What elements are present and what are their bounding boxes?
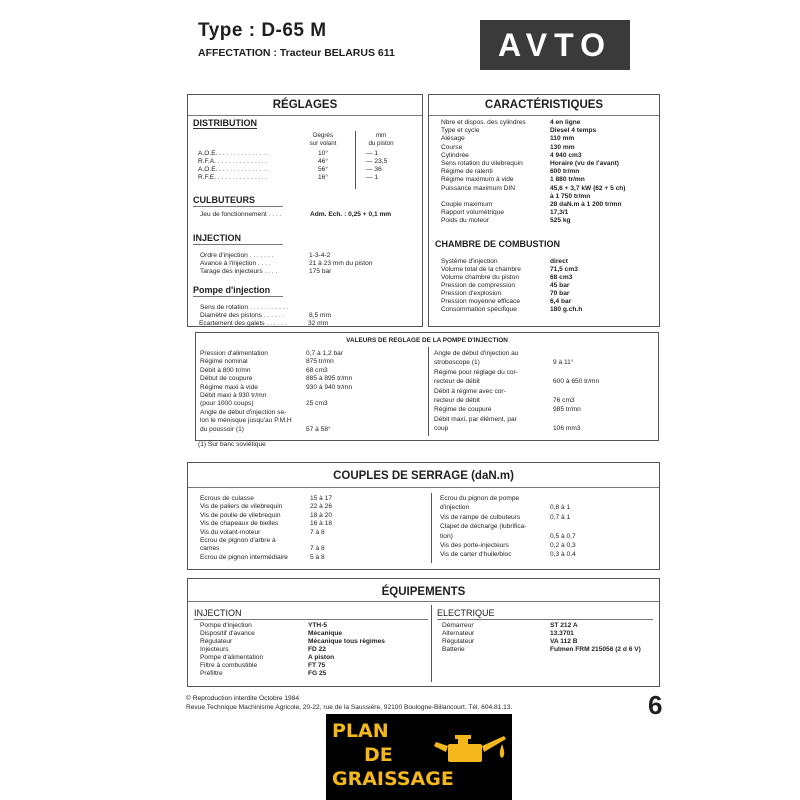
injection-row: Avance à l'injection . . . . [200,260,271,267]
chambre-row: Volume chambre du piston [441,274,520,281]
couple-value: 7 à 8 [310,545,325,553]
injection-value: 1-3-4-2 [309,252,331,259]
pompe-valeur-row: Débit maxi, par élément, par [434,415,517,423]
equip-injection-value: Mécanique [308,630,343,637]
pompe-valeur-row: recteur de débit [434,378,480,386]
distribution-mm: — 36 [366,166,382,173]
couple-row: d'injection [440,504,470,512]
affectation-line: AFFECTATION : Tracteur BELARUS 611 [198,47,395,59]
pompe-title: Pompe d'injection [193,285,271,295]
banner-line2: DE [364,744,393,766]
chambre-value: 180 g.ch.h [550,306,583,313]
couple-value: 22 à 26 [310,503,332,511]
equip-injection-value: A piston [308,654,335,661]
chambre-row: Système d'injection [441,258,498,265]
chambre-row: Consommation spécifique [441,306,517,313]
pompe-valeur-row: Angle de début d'injection au [434,350,519,357]
pompe-valeur-row: (pour 1000 coups) [200,400,254,408]
distribution-title: DISTRIBUTION [193,118,257,128]
couple-value: 16 à 18 [310,520,332,528]
pompe-valeurs-box [195,332,659,441]
equip-injection-row: Préfiltre [200,670,223,677]
equip-injection-value: YTH-5 [308,622,328,629]
distribution-mm: — 1 [366,150,379,157]
couple-value: 5 à 8 [310,553,325,561]
caracteristique-value: Diesel 4 temps [550,127,597,135]
caracteristique-value: 4 en ligne [550,119,581,126]
couple-row: Vis de paliers de vilebrequin [200,503,283,511]
caracteristique-value: Horaire (vu de l'avant) [550,160,619,167]
couple-row: Ecrou de pignon d'arbre à [200,537,276,544]
pompe-valeur-value: 885 à 895 tr/mn [306,375,353,383]
pompe-row: Diamètre des pistons . . . . . . [200,312,284,319]
pompe-valeur-value: 600 à 650 tr/mn [553,378,600,386]
pompe-valeur-value: 106 mm3 [553,425,581,433]
caracteristique-row: Cylindrée [441,151,469,159]
plan-de-graissage-banner[interactable] [326,714,512,800]
equip-injection-row: Dispositif d'avance [200,630,255,637]
chambre-row: Pression de compression [441,282,516,289]
pompe-value: 32 mm [308,320,329,327]
caracteristique-row: Couple maximum [441,201,493,208]
equipements-title: ÉQUIPEMENTS [381,586,466,598]
equip-injection-value: Mécanique tous régimes [308,638,385,645]
equip-electrique-value: 13.3701 [550,630,574,637]
equip-electrique-value: Fulmen FRM 215056 (2 d 6 V) [550,646,641,653]
equip-injection-row: Régulateur [200,638,233,645]
couple-row: Vis du volant-moteur [200,528,261,536]
chambre-value: 70 bar [550,290,570,297]
pompe-valeur-value: 57 à 58° [306,425,331,433]
distribution-row: R.F.E. . . . . . . . . . . . . . . [198,174,268,181]
couple-value: 0,5 à 0,7 [550,532,576,540]
couple-row: Vis de rampe de culbuteurs [440,513,521,521]
distribution-deg: 10° [318,150,328,157]
caracteristique-row: Rapport volumétrique [441,209,505,217]
pompe-valeur-value: 76 cm3 [553,397,575,404]
couple-value: 7 à 8 [310,528,325,536]
couple-value: 0,2 à 0,3 [550,542,576,549]
caracteristique-row: Sens rotation du vilebrequin [441,160,523,167]
caracteristique-row: Course [441,143,463,151]
chambre-value: 45 bar [550,282,570,289]
pompe-valeur-row: stroboscope (1) [434,359,480,367]
caracteristique-value: 4 940 cm3 [550,151,582,159]
reglages-box [187,94,423,327]
chambre-value: 6,4 bar [550,298,572,305]
pompe-valeur-row: Régime pour réglage du cor- [434,368,518,376]
equip-injection-value: FT 75 [308,662,326,669]
pompe-valeur-row: du poussoir (1) [200,425,244,433]
distribution-mm: — 1 [366,174,379,181]
equip-injection-row: Filtre à combustible [200,662,258,669]
equip-injection-value: FD 22 [308,646,326,653]
oil-can-icon [428,722,508,782]
caracteristique-row: Puissance maximum DIN [441,184,516,192]
distribution-col-mm: mm du piston [368,132,394,147]
distribution-mm: — 23,5 [366,158,388,165]
equip-injection-row: Pompe d'alimentation [200,654,264,661]
injection-row: Tarage des injecteurs . . . . [200,268,278,275]
pompe-valeur-row: lon le ménisque jusqu'au P.M.H [200,417,292,425]
distribution-deg: 16° [318,174,328,181]
chambre-value: 71,5 cm3 [550,266,578,273]
caracteristique-value: 525 kg [550,217,571,225]
pompe-valeur-row: Angle de début d'injection se- [200,408,287,416]
pompe-valeur-row: Débit à régime avec cor- [434,387,506,395]
caracteristique-value: 110 mm [550,135,575,143]
pompe-valeur-row: Débit à 800 tr/mn [200,366,251,374]
pompe-note: (1) Sur banc soviétique [198,441,266,448]
couple-row: cames [200,545,220,553]
distribution-row: R.F.A. . . . . . . . . . . . . . . [198,158,268,165]
pompe-valeur-value: 9 à 11° [553,359,574,367]
equip-electrique-row: Alternateur [442,630,475,637]
footer-copyright: © Reproduction interdite Octobre 1984 [186,695,299,702]
reglages-title: RÉGLAGES [272,99,338,111]
injection-value: 21 à 23 mm du piston [309,260,373,267]
pompe-valeur-row: Débit maxi à 930 tr/mn [200,392,267,399]
couples-box [187,462,660,570]
distribution-col-degres: Degrés sur volant [309,132,337,147]
couple-row: Ecrou de pignon intermédiaire [200,553,288,561]
pompe-valeur-value: 930 à 940 tr/mn [306,383,353,391]
brand-logo: AVTO [480,20,630,70]
equip-injection-value: FG 25 [308,670,327,677]
couple-row: Vis de chapeaux de bielles [200,520,279,528]
couple-row: Ecrou du pignon de pompe [440,495,520,502]
couples-title: COUPLES DE SERRAGE (daN.m) [333,470,514,482]
equip-electrique-title: ELECTRIQUE [437,608,495,618]
couple-row: Vis de poulie de vilebrequin [200,511,281,519]
pompe-row: Ecartement des galets . . . . . . [199,320,287,327]
page-title: Type : D-65 M [198,20,327,41]
pompe-valeur-value: 25 cm3 [306,400,328,408]
caracteristique-row: Type et cycle [441,127,480,135]
caracteristique-value: 130 mm [550,143,575,151]
pompe-row: Sens de rotation . . . . . . . . . . . [200,304,289,311]
chambre-title: CHAMBRE DE COMBUSTION [435,239,560,249]
equip-injection-row: Injecteurs [200,646,229,653]
couple-row: Vis des porte-injecteurs [440,542,509,549]
chambre-row: Volume total de la chambre [441,266,521,273]
injection-value: 175 bar [309,268,332,275]
equip-electrique-row: Batterie [442,646,465,653]
culbuteurs-value: Adm. Ech. : 0,25 + 0,1 mm [310,211,392,218]
caracteristique-value: 45,6 + 3,7 kW (62 + 5 ch) [550,184,626,192]
couple-value: 0,3 à 0,4 [550,551,576,559]
injection-title: INJECTION [193,233,242,243]
caracteristique-row: Régime maximum à vide [441,176,514,184]
couple-row: Ecrous de culasse [200,495,254,502]
distribution-deg: 56° [318,166,328,173]
page-number: 6 [648,690,663,720]
couple-value: 0,7 à 1 [550,513,571,521]
pompe-valeur-row: coup [434,425,449,433]
chambre-value: direct [550,258,568,265]
couple-value: 18 à 20 [310,511,332,519]
equip-injection-title: INJECTION [194,608,242,618]
caracteristique-row: Poids du moteur [441,217,490,225]
banner-line1: PLAN [332,720,389,742]
pompe-valeur-row: Pression d'alimentation [200,350,268,357]
couple-row: tion) [440,532,453,540]
pompe-valeur-value: 985 tr/mn [553,406,581,414]
couple-value: 0,8 à 1 [550,504,571,512]
caracteristique-row: Alésage [441,135,465,143]
equip-electrique-value: ST 212 A [550,622,578,629]
couple-row: Clapet de décharge (lubrifica- [440,523,527,531]
chambre-value: 68 cm3 [550,274,573,281]
pompe-valeur-row: recteur de débit [434,397,480,404]
banner-line3: GRAISSAGE [332,768,454,790]
pompe-valeur-row: Début de coupure [200,375,253,383]
pompe-valeur-value: 875 tr/mn [306,358,334,366]
equip-electrique-row: Démarreur [442,622,474,629]
pompe-valeur-row: Régime maxi à vide [200,383,258,391]
caracteristique-value: 600 tr/mn [550,168,580,176]
culbuteurs-title: CULBUTEURS [193,195,255,205]
equip-electrique-value: VA 112 B [550,638,578,645]
chambre-row: Pression d'explosion [441,290,502,297]
caracteristique-value: 28 daN.m à 1 200 tr/mn [550,201,622,208]
equip-electrique-row: Régulateur [442,638,475,645]
equipements-box [187,578,660,687]
caracteristique-row: Nbre et dispos. des cylindres [441,119,526,126]
culbuteurs-row: Jeu de fonctionnement . . . . [200,211,282,218]
pompe-value: 8,5 mm [309,312,331,319]
caracteristique-row: Régime de ralenti [441,168,493,176]
caracteristique-value: 17,3/1 [550,209,569,217]
distribution-row: A.O.E. . . . . . . . . . . . . . . [198,150,269,157]
caracteristique-value: à 1 750 tr/mn [550,192,591,200]
injection-row: Ordre d'injection . . . . . . . [200,252,274,259]
distribution-row: A.O.E. . . . . . . . . . . . . . . [198,166,269,173]
caracteristique-value: 1 880 tr/mn [550,176,585,184]
caracteristiques-box [428,94,660,327]
pompe-valeur-row: Régime nominal [200,358,248,366]
distribution-deg: 46° [318,158,328,165]
footer-publisher: Revue Technique Machinisme Agricole, 20-22, rue de la Saussière, 92100 Boulogne-Billancourt. Tél. 604.81.13. [186,704,513,711]
pompe-valeurs-title: VALEURS DE REGLAGE DE LA POMPE D'INJECTION [346,337,508,344]
pompe-valeur-value: 0,7 à 1,2 bar [306,350,344,357]
couple-value: 15 à 17 [310,495,332,502]
chambre-row: Pression moyenne efficace [441,298,521,305]
caracteristiques-title: CARACTÉRISTIQUES [484,99,604,111]
pompe-valeur-value: 68 cm3 [306,366,328,374]
equip-injection-row: Pompe d'injection [200,622,252,629]
couple-row: Vis de carter d'huile/bloc [440,551,512,559]
pompe-valeur-row: Régime de coupure [434,406,492,414]
